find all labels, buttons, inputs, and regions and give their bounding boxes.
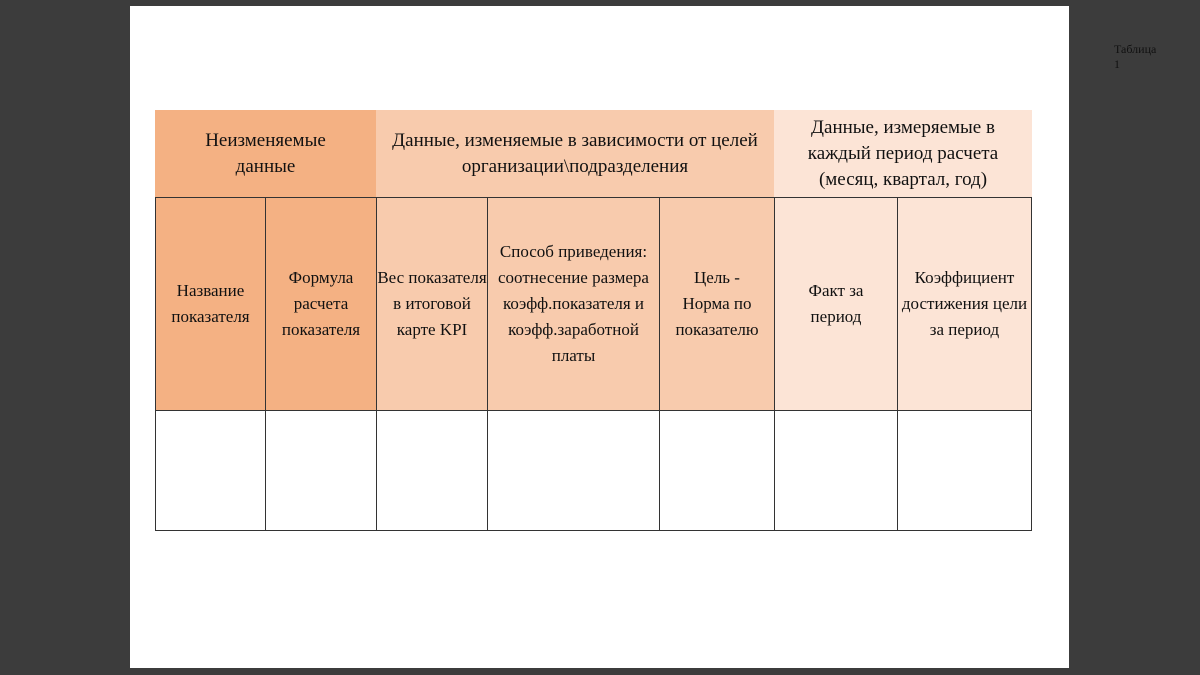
column-header-formula: Формула расчета показателя	[265, 197, 377, 411]
table-cell[interactable]	[659, 410, 775, 531]
column-header-weight: Вес показателя в итоговой карте KPI	[376, 197, 488, 411]
table-cell[interactable]	[774, 410, 898, 531]
table-cell[interactable]	[487, 410, 660, 531]
table-cell[interactable]	[376, 410, 488, 531]
group-header-org-goals: Данные, изменяемые в зависимости от целей организации\подразделения	[376, 110, 774, 197]
column-header-target: Цель - Норма по показателю	[659, 197, 775, 411]
table-cell[interactable]	[897, 410, 1032, 531]
group-header-period-data: Данные, измеряемые в каждый период расчета (месяц, квартал, год)	[774, 110, 1032, 197]
column-header-fact: Факт за период	[774, 197, 898, 411]
group-header-unchanging: Неизменяемые данные	[155, 110, 376, 197]
table-cell[interactable]	[155, 410, 266, 531]
column-header-achievement: Коэффициент достижения цели за период	[897, 197, 1032, 411]
table-caption: Таблица 1	[1114, 42, 1157, 71]
column-header-name: Название показателя	[155, 197, 266, 411]
column-header-method: Способ приведения: соотнесение размера коэфф.показателя и коэфф.заработной платы	[487, 197, 660, 411]
table-cell[interactable]	[265, 410, 377, 531]
